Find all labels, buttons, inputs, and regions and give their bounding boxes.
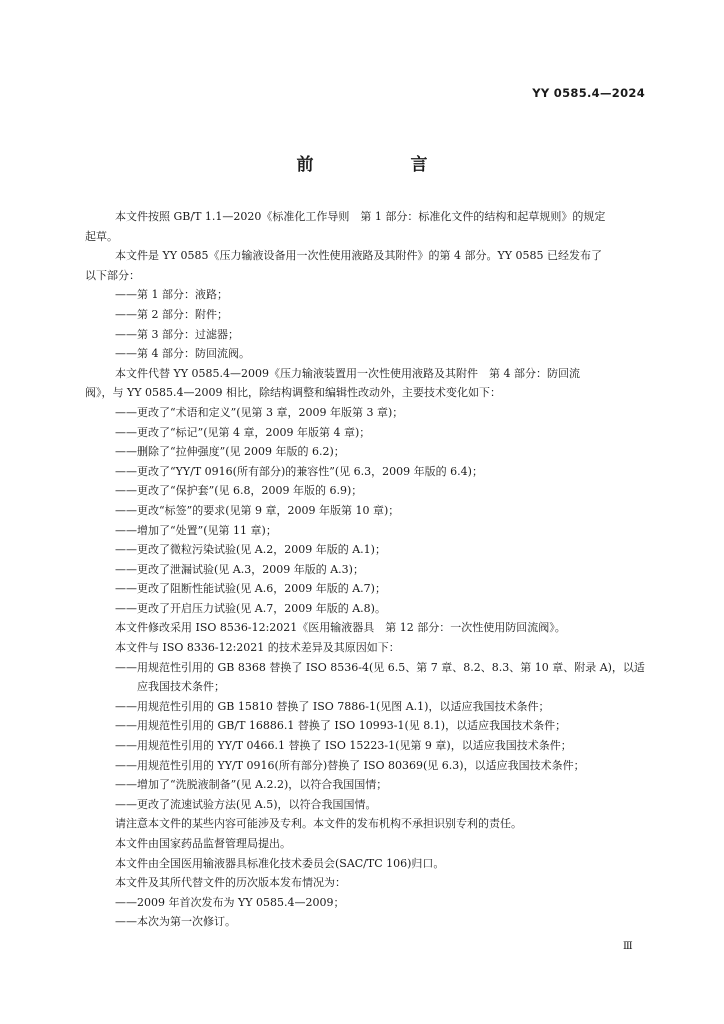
paragraph-line: 本文件由国家药品监督管理局提出。 — [115, 837, 291, 850]
list-item: ——用规范性引用的 YY/T 0916(所有部分)替换了 ISO 80369(见 6.3)，以适应我国技术条件； — [115, 758, 585, 772]
paragraph-line: 本文件代替 YY 0585.4—2009《压力输液装置用一次性使用液路及其附件 第 4 部分：防回流 — [115, 366, 580, 380]
list-item: ——用规范性引用的 GB 8368 替换了 ISO 8536-4(见 6.5、第 7 章、8.2、8.3、第 10 章、附录 A)，以适 — [115, 660, 645, 674]
list-item: ——更改了泄漏试验(见 A.3，2009 年版的 A.3)； — [115, 562, 364, 576]
document-body — [85, 207, 651, 932]
page-title: 前 言 — [296, 155, 468, 175]
list-item: ——更改了流速试验方法(见 A.5)，以符合我国国情。 — [115, 797, 377, 811]
paragraph-line: 本文件及其所代替文件的历次版本发布情况为： — [115, 876, 346, 890]
list-item: ——第 2 部分：附件； — [115, 307, 228, 321]
list-item: ——更改了“标记”(见第 4 章，2009 年版第 4 章)； — [115, 425, 371, 439]
list-item: ——用规范性引用的 GB 15810 替换了 ISO 7886-1(见图 A.1)，以适应我国技术条件； — [115, 699, 550, 713]
list-item: ——用规范性引用的 YY/T 0466.1 替换了 ISO 15223-1(见第 9 章)，以适应我国技术条件； — [115, 739, 572, 753]
list-item: ——第 1 部分：液路； — [115, 288, 228, 302]
list-item: ——2009 年首次发布为 YY 0585.4—2009； — [115, 895, 345, 909]
paragraph-line: 以下部分： — [85, 268, 140, 282]
list-item: ——用规范性引用的 GB/T 16886.1 替换了 ISO 10993-1(见 8.1)，以适应我国技术条件； — [115, 719, 567, 733]
paragraph-line: 本文件与 ISO 8336-12:2021 的技术差异及其原因如下： — [115, 641, 400, 655]
list-item: ——更改“标签”的要求(见第 9 章，2009 年版第 10 章)； — [115, 503, 400, 517]
list-item: ——更改了微粒污染试验(见 A.2，2009 年版的 A.1)； — [115, 543, 386, 557]
list-item: ——第 3 部分：过滤器； — [115, 327, 239, 341]
list-item: ——更改了“YY/T 0916(所有部分)的兼容性”(见 6.3，2009 年版的 6.4)； — [115, 464, 483, 478]
list-item: ——增加了“处置”(见第 11 章)； — [115, 523, 277, 537]
page-number: Ⅲ — [623, 941, 633, 952]
list-item: ——增加了“洗脱液制备”(见 A.2.2)，以符合我国国情； — [115, 778, 388, 792]
document-id: YY 0585.4—2024 — [532, 86, 645, 100]
paragraph-line: 请注意本文件的某些内容可能涉及专利。本文件的发布机构不承担识别专利的责任。 — [115, 817, 522, 831]
list-item: 应我国技术条件； — [137, 680, 225, 694]
paragraph-line: 本文件由全国医用输液器具标准化技术委员会(SAC/TC 106)归口。 — [115, 856, 445, 870]
list-item: ——更改了“保护套”(见 6.8，2009 年版的 6.9)； — [115, 484, 363, 498]
list-item: ——第 4 部分：防回流阀。 — [115, 347, 250, 361]
list-item: ——更改了开启压力试验(见 A.7，2009 年版的 A.8)。 — [115, 601, 386, 615]
paragraph-line: 本文件按照 GB/T 1.1—2020《标准化工作导则 第 1 部分：标准化文件的结构和起草规则》的规定 — [115, 210, 606, 223]
paragraph-line: 阀》，与 YY 0585.4—2009 相比，除结构调整和编辑性改动外，主要技术变化如下： — [85, 386, 501, 400]
list-item: ——更改了“术语和定义”(见第 3 章，2009 年版第 3 章)； — [115, 405, 404, 419]
paragraph-line: 本文件修改采用 ISO 8536-12:2021《医用输液器具 第 12 部分：一次性使用防回流阀》。 — [115, 621, 566, 635]
paragraph-line: 本文件是 YY 0585《压力输液设备用一次性使用液路及其附件》的第 4 部分。YY 0585 已经发布了 — [115, 249, 603, 263]
list-item: ——本次为第一次修订。 — [115, 915, 236, 929]
list-item: ——删除了“拉伸强度”(见 2009 年版的 6.2)； — [115, 445, 345, 459]
paragraph-line: 起草。 — [85, 229, 118, 243]
list-item: ——更改了阻断性能试验(见 A.6，2009 年版的 A.7)； — [115, 582, 386, 596]
